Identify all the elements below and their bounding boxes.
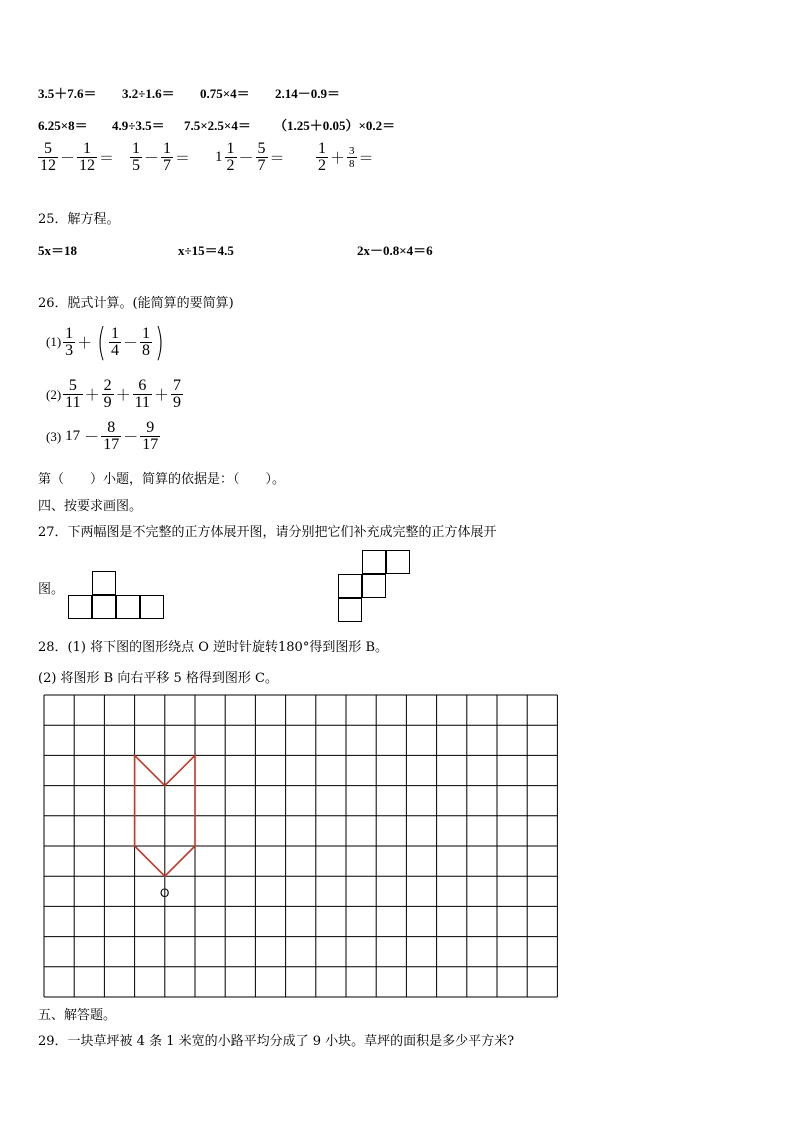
fraction: $\frac{5}{11}$ <box>65 377 81 411</box>
fraction: $\frac{9}{17}$ <box>142 419 159 453</box>
fraction: $\frac{7}{9}$ <box>173 377 182 411</box>
expression-2: (2) $\frac{5}{11}$ ＋ $\frac{2}{9}$ ＋ $\frac{6}{11}$ ＋ $\frac{7}{9}$ <box>46 377 182 411</box>
question-28-part1: 28．(1) 将下图的图形绕点 O 逆时针旋转180°得到图形 B。 <box>38 640 389 655</box>
calc-item: 7.5×2.5×4＝ <box>184 118 251 133</box>
fraction-expression: $\frac{1}{2}$ ＋ $\frac{3}{8}$ ＝ <box>318 140 374 174</box>
expression-1: (1) $\frac{1}{3}$ ＋ ( $\frac{1}{4}$ － $\frac{1}{8}$ ) <box>46 320 164 364</box>
fraction: $\frac{1}{3}$ <box>65 324 74 359</box>
section-5-heading: 五、解答题。 <box>38 1008 117 1023</box>
calc-item: 0.75×4＝ <box>200 86 250 101</box>
calc-item: （1.25＋0.05）×0.2＝ <box>274 118 396 133</box>
question-25-title: 25．解方程。 <box>38 212 120 227</box>
question-27-title: 27．下两幅图是不完整的正方体展开图，请分别把它们补充成完整的正方体展开 <box>38 525 497 540</box>
fraction: $\frac{6}{11}$ <box>134 377 151 411</box>
question-29: 29．一块草坪被 4 条 1 米宽的小路平均分成了 9 小块。草坪的面积是多少平方米? <box>38 1034 515 1049</box>
fraction: $\frac{1}{2}$ <box>318 140 326 174</box>
fraction: $\frac{2}{9}$ <box>103 377 112 411</box>
fraction: $\frac{1}{12}$ <box>79 140 96 174</box>
equation: x÷15＝4.5 <box>178 243 234 258</box>
calc-item: 3.5＋7.6＝ <box>38 86 97 101</box>
calc-item: 4.9÷3.5＝ <box>112 118 165 133</box>
fraction: $\frac{5}{12}$ <box>40 140 56 174</box>
question-27-cont: 图。 <box>38 582 65 597</box>
calc-item: 3.2÷1.6＝ <box>122 86 175 101</box>
calc-item: 2.14－0.9＝ <box>275 86 341 101</box>
equation: 5x＝18 <box>38 243 78 258</box>
question-28-part2: (2) 将图形 B 向右平移 5 格得到图形 C。 <box>38 671 278 686</box>
fraction: $\frac{1}{2}$ <box>226 140 235 174</box>
simplification-note: 第（ ）小题，简算的依据是：（ ）。 <box>38 472 286 487</box>
fraction-expression: $\frac{5}{12}$ － $\frac{1}{12}$ ＝ <box>40 140 115 174</box>
fraction: $\frac{1}{4}$ <box>111 324 120 359</box>
fraction: $\frac{1}{5}$ <box>132 140 140 174</box>
fraction: $\frac{5}{7}$ <box>257 140 266 174</box>
fraction-expression: $\frac{1}{5}$ － $\frac{1}{7}$ ＝ <box>132 140 191 174</box>
fraction: $\frac{1}{7}$ <box>163 140 172 174</box>
expression-3: (3) 17 － $\frac{8}{17}$ － $\frac{9}{17}$ <box>46 419 159 453</box>
point-o-label: O <box>160 886 170 900</box>
section-4-heading: 四、按要求画图。 <box>38 499 143 514</box>
fraction: $\frac{3}{8}$ <box>349 145 355 170</box>
fraction-expression: 1 $\frac{1}{2}$ － $\frac{5}{7}$ ＝ <box>215 140 285 174</box>
calc-item: 6.25×8＝ <box>38 118 88 133</box>
fraction: $\frac{1}{8}$ <box>142 324 151 359</box>
question-26-title: 26．脱式计算。(能简算的要简算) <box>38 296 234 311</box>
equation: 2x－0.8×4＝6 <box>357 243 433 258</box>
fraction: $\frac{8}{17}$ <box>103 419 120 453</box>
